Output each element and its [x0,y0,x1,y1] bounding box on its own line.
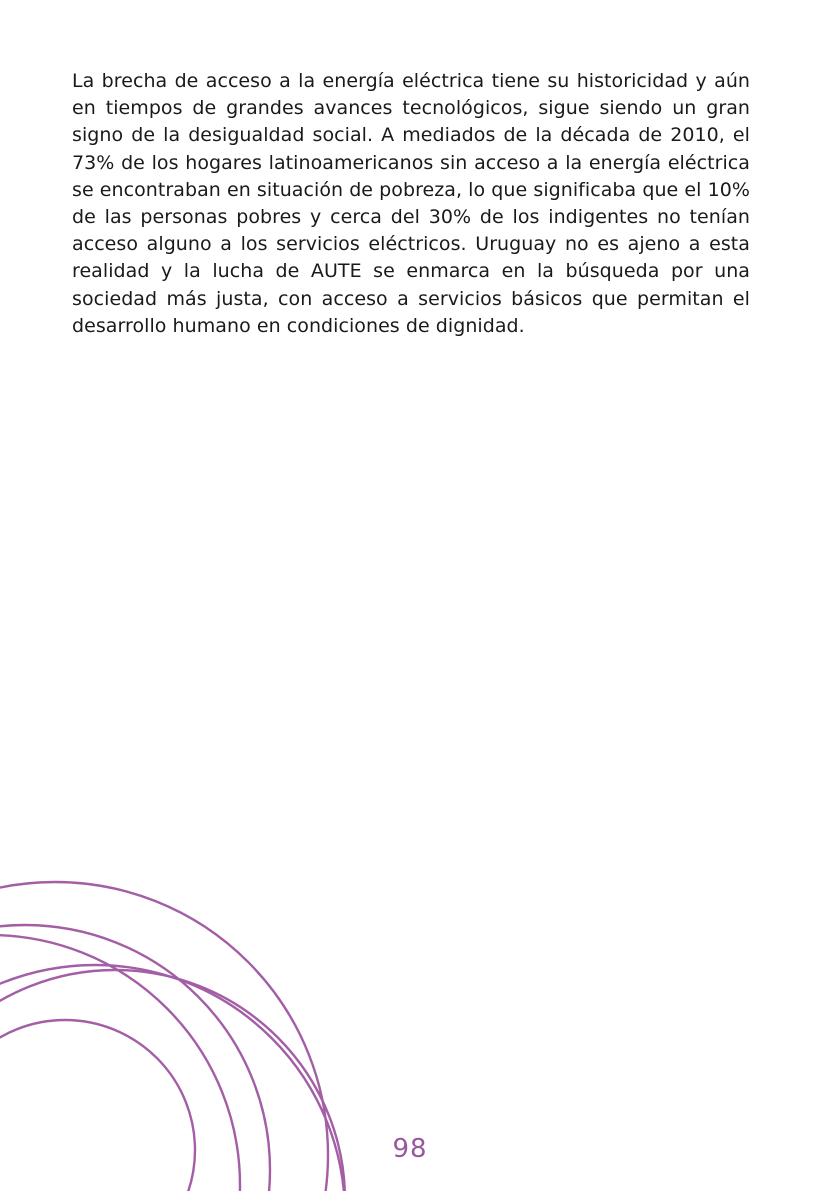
decor-circle-3 [0,935,240,1191]
decor-circle-2 [0,925,270,1191]
body-paragraph: La brecha de acceso a la energía eléctrica tiene su historicidad y aún en tiempos de grandes avances tecnológicos, sigue siendo un gran signo de la desigualdad social. A mediados de la década de 2010, el 73% de los hogares latinoamericanos sin acceso a la energía eléctrica se encontraban en situación de pobreza, lo que significaba que el 10% de las personas pobres y cerca del 30% de los indigentes no tenían acceso alguno a los servicios eléctricos. Uruguay no es ajeno a esta realidad y la lucha de AUTE se enmarca en la búsqueda por una sociedad más justa, con acceso a servicios básicos que permitan el desarrollo humano en condiciones de dignidad. [72,70,750,337]
decor-circle-6 [0,1020,195,1191]
decor-circle-4 [0,970,345,1191]
decor-circle-5 [0,965,345,1191]
page-number: 98 [392,1134,428,1164]
decor-circle-1 [0,882,328,1191]
